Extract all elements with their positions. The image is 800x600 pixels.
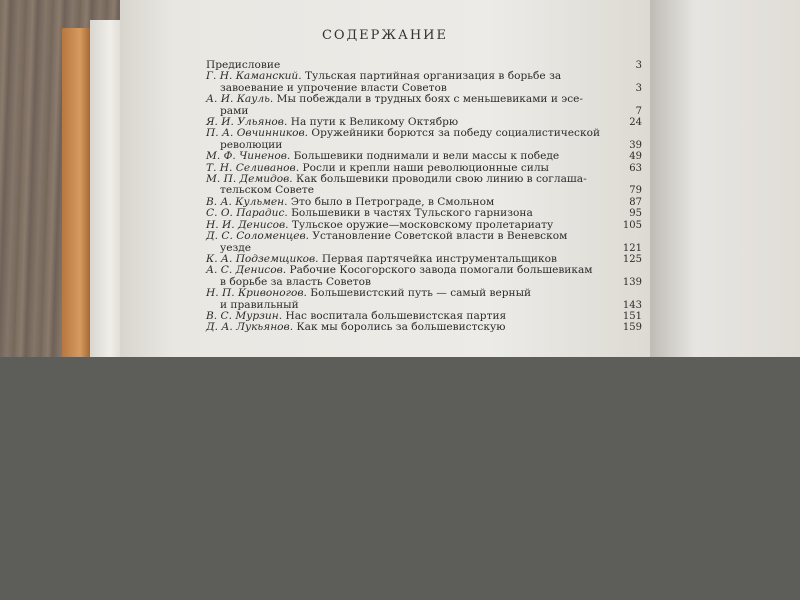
entry-text: Тульское оружие—московскому пролетариату bbox=[291, 218, 554, 231]
entry-text: Мы побеждали в трудных боях с меньшевиками и эсе- bbox=[276, 93, 584, 106]
entry-author: Т. Н. Селиванов. bbox=[206, 161, 300, 174]
entry-text: Установление Советской власти в Веневском bbox=[312, 230, 568, 243]
entry-page: 3 bbox=[635, 60, 642, 71]
entry-text: На пути к Великому Октябрю bbox=[290, 116, 459, 129]
entry-continuation: в борьбе за власть Советов bbox=[220, 275, 371, 288]
entry-text: Оружейники борются за победу социалистической bbox=[311, 127, 601, 140]
entry-author: С. О. Парадис. bbox=[206, 207, 288, 220]
entry-page: 63 bbox=[629, 162, 642, 174]
entry-author: М. П. Демидов. bbox=[206, 173, 293, 186]
entry-author: А. С. Денисов. bbox=[206, 264, 287, 277]
toc-entry bbox=[206, 174, 642, 197]
entry-text: Нас воспитала большевистская партия bbox=[285, 309, 507, 322]
right-page bbox=[650, 0, 800, 360]
entry-author: Д. А. Лукьянов. bbox=[206, 321, 294, 334]
entry-page: 105 bbox=[622, 219, 642, 231]
entry-continuation: тельском Совете bbox=[220, 184, 315, 197]
entry-page: 95 bbox=[629, 208, 642, 220]
entry-continuation: и правильный bbox=[220, 298, 299, 311]
entry-author: Н. И. Денисов. bbox=[206, 218, 289, 231]
entry-page: 87 bbox=[629, 196, 642, 208]
entry-page: 159 bbox=[622, 322, 642, 334]
toc-entry bbox=[206, 288, 642, 311]
entry-text: Большевики в частях Тульского гарнизона bbox=[291, 207, 533, 220]
entry-page: 143 bbox=[622, 299, 642, 311]
entry-text: Как мы боролись за большевистскую bbox=[296, 321, 506, 334]
toc-entry bbox=[206, 322, 642, 333]
entry-page: 151 bbox=[622, 310, 642, 322]
toc-entry bbox=[206, 71, 642, 94]
entry-continuation: завоевание и упрочение власти Советов bbox=[220, 81, 447, 94]
entry-page: 49 bbox=[629, 151, 642, 163]
entry-author: А. И. Кауль. bbox=[206, 93, 274, 106]
gray-bottom-area bbox=[0, 357, 800, 600]
entry-author: П. А. Овчинников. bbox=[206, 127, 309, 140]
entry-page: 125 bbox=[622, 253, 642, 265]
entry-author: Я. И. Ульянов. bbox=[206, 116, 288, 129]
entry-text: Это было в Петрограде, в Смольном bbox=[290, 195, 495, 208]
entry-text: Как большевики проводили свою линию в соглаша- bbox=[296, 173, 587, 186]
entry-author: В. С. Мурзин. bbox=[206, 309, 283, 322]
entry-text: Большевистский путь — самый верный bbox=[310, 287, 532, 300]
entry-page: 39 bbox=[629, 139, 642, 151]
entry-author: К. А. Подземщиков. bbox=[206, 252, 319, 265]
page-title: СОДЕРЖАНИЕ bbox=[321, 28, 449, 43]
entry-continuation: уезде bbox=[220, 241, 252, 254]
entry-author: Г. Н. Каманский. bbox=[206, 70, 302, 83]
entry-text: Большевики поднимали и вели массы к победе bbox=[293, 150, 560, 163]
entry-text: Тульская партийная организация в борьбе за bbox=[304, 70, 562, 83]
entry-page: 7 bbox=[635, 105, 642, 117]
table-of-contents bbox=[206, 60, 642, 334]
entry-author: Н. П. Кривоногов. bbox=[206, 287, 307, 300]
entry-continuation: рами bbox=[220, 104, 249, 117]
toc-entry bbox=[206, 128, 642, 151]
entry-continuation: революции bbox=[220, 138, 283, 151]
entry-author: Д. С. Соломенцев. bbox=[206, 230, 310, 243]
toc-entry bbox=[206, 231, 642, 254]
entry-page: 121 bbox=[622, 242, 642, 254]
entry-page: 3 bbox=[635, 82, 642, 94]
entry-author: М. Ф. Чиненов. bbox=[206, 150, 291, 163]
book-cover bbox=[62, 28, 92, 358]
entry-page: 139 bbox=[622, 276, 642, 288]
entry-text: Первая партячейка инструментальщиков bbox=[321, 252, 557, 265]
entry-page: 79 bbox=[629, 185, 642, 197]
entry-text: Росли и крепли наши революционные силы bbox=[302, 161, 549, 174]
entry-page: 24 bbox=[629, 117, 642, 129]
toc-entry bbox=[206, 265, 642, 288]
entry-text: Рабочие Косогорского завода помогали большевикам bbox=[289, 264, 593, 277]
entry-author: В. А. Кульмен. bbox=[206, 195, 288, 208]
toc-entry bbox=[206, 94, 642, 117]
entry-text: Предисловие bbox=[206, 59, 281, 71]
